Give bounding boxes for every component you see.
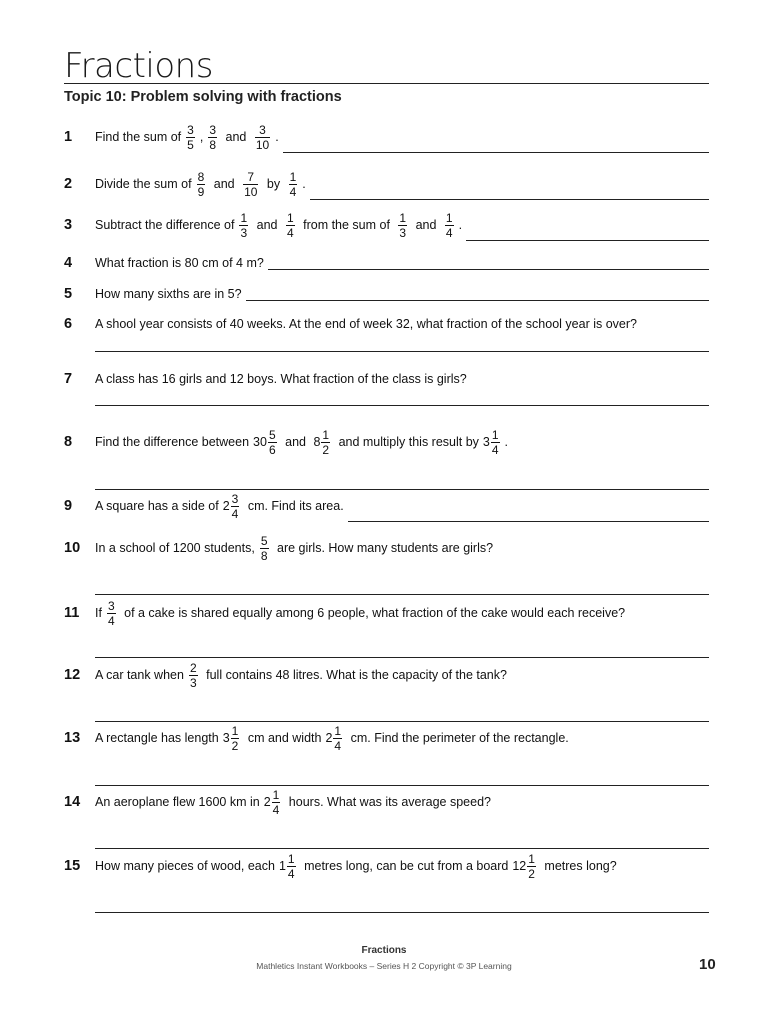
fraction [287, 853, 296, 880]
mixed-number-whole: 8 [313, 435, 321, 449]
question-text [95, 424, 709, 460]
fraction-numerator: 1 [399, 210, 407, 225]
question-text [95, 488, 709, 524]
fraction-numerator: 3 [231, 491, 239, 506]
fraction [333, 725, 342, 752]
mixed-number-whole: 30 [253, 435, 267, 449]
fraction-numerator: 8 [197, 169, 205, 184]
fraction-denominator: 2 [528, 866, 535, 881]
fraction-numerator: 3 [107, 598, 115, 613]
fraction [491, 429, 500, 456]
question-1 [64, 119, 709, 155]
answer-blank[interactable] [283, 142, 709, 153]
fraction-denominator: 4 [445, 225, 453, 240]
question-number: 7 [64, 371, 73, 387]
mixed-number-whole: 3 [482, 435, 490, 449]
fraction [527, 853, 536, 880]
fraction-numerator: 1 [491, 427, 499, 442]
answer-blank[interactable] [348, 511, 709, 522]
question-text [95, 530, 709, 566]
fraction [255, 124, 270, 151]
question-15 [64, 848, 709, 932]
fraction-denominator: 8 [209, 137, 217, 152]
question-text-segment: and [412, 218, 440, 232]
fraction-denominator: 10 [255, 137, 270, 152]
fraction [208, 124, 217, 151]
fraction-numerator: 1 [322, 427, 330, 442]
question-text-segment: cm and width [244, 731, 322, 745]
fraction-denominator: 8 [260, 548, 268, 563]
mixed-number [264, 789, 286, 816]
mixed-number-whole: 3 [222, 731, 230, 745]
question-number: 10 [64, 540, 81, 556]
fraction-numerator: 1 [528, 851, 535, 866]
question-text-segment: and [253, 218, 281, 232]
question-7 [64, 370, 709, 425]
question-text-segment: and [222, 130, 250, 144]
question-text-segment: A square has a side of [95, 499, 219, 513]
question-text-segment: . [458, 218, 463, 232]
question-number: 3 [64, 217, 73, 233]
fraction-denominator: 4 [491, 442, 499, 457]
question-text-segment: . [275, 130, 279, 144]
fraction-numerator: 3 [259, 122, 266, 137]
fraction [231, 493, 240, 520]
question-text-segment: metres long, can be cut from a board [300, 859, 509, 873]
question-text [95, 315, 709, 333]
question-text-segment: Find the difference between [95, 435, 250, 449]
fraction [321, 429, 330, 456]
fraction-denominator: 4 [231, 506, 239, 521]
question-text [95, 166, 709, 202]
fraction [260, 535, 269, 562]
footer-section-title: Fractions [361, 945, 407, 956]
fraction [243, 171, 258, 198]
question-text-segment: How many sixths are in 5? [95, 287, 242, 301]
question-number: 12 [64, 667, 81, 683]
question-text-segment: How many pieces of wood, each [95, 859, 275, 873]
page-number: 10 [699, 956, 716, 973]
question-text [95, 848, 709, 884]
fraction [189, 662, 198, 689]
fraction [197, 171, 206, 198]
question-text-segment: A class has 16 girls and 12 boys. What fraction of the class is girls? [95, 372, 467, 386]
fraction-denominator: 3 [240, 225, 248, 240]
fraction-numerator: 1 [334, 723, 342, 738]
fraction-numerator: 3 [187, 122, 194, 137]
question-9 [64, 488, 709, 524]
fraction-numerator: 1 [445, 210, 453, 225]
question-number: 15 [64, 858, 81, 874]
mixed-number [483, 429, 505, 456]
question-text-segment: and [281, 435, 310, 449]
question-text-segment: metres long? [540, 859, 617, 873]
question-2 [64, 166, 709, 202]
question-text-segment: . [302, 177, 306, 191]
question-text [95, 285, 709, 303]
question-text [95, 784, 709, 820]
question-text-segment: and [210, 177, 239, 191]
question-text [95, 254, 709, 272]
answer-line[interactable] [95, 912, 709, 913]
fraction-denominator: 4 [272, 802, 280, 817]
answer-blank[interactable] [246, 290, 709, 301]
mixed-number [279, 853, 301, 880]
question-text-segment: A rectangle has length [95, 731, 219, 745]
fraction [239, 212, 248, 239]
mixed-number [223, 725, 245, 752]
fraction [231, 725, 240, 752]
question-4 [64, 254, 709, 272]
answer-blank[interactable] [466, 230, 709, 241]
question-number: 8 [64, 434, 73, 450]
title-divider [64, 83, 709, 84]
answer-line[interactable] [95, 351, 709, 352]
question-text-segment: and multiply this result by [335, 435, 479, 449]
question-text-segment: of a cake is shared equally among 6 people, what fraction of the cake would each receive? [120, 606, 626, 620]
question-text-segment: . [504, 435, 509, 449]
question-text-segment: full contains 48 litres. What is the capacity of the tank? [202, 668, 507, 682]
fraction-numerator: 1 [287, 851, 295, 866]
mixed-number-whole: 2 [263, 795, 271, 809]
question-text-segment: are girls. How many students are girls? [273, 541, 494, 555]
question-number: 4 [64, 255, 73, 271]
mixed-number [512, 853, 541, 880]
fraction-numerator: 1 [240, 210, 248, 225]
question-number: 14 [64, 794, 81, 810]
question-text-segment: In a school of 1200 students, [95, 541, 255, 555]
question-text-segment: If [95, 606, 102, 620]
question-text-segment: , [199, 130, 204, 144]
question-text-segment: A shool year consists of 40 weeks. At the end of week 32, what fraction of the school year is over? [95, 317, 637, 331]
mixed-number [253, 429, 282, 456]
fraction [107, 600, 116, 627]
question-number: 1 [64, 129, 73, 145]
answer-line[interactable] [95, 405, 709, 406]
question-text-segment: cm. Find its area. [244, 499, 344, 513]
mixed-number-whole: 2 [325, 731, 333, 745]
fraction-numerator: 5 [260, 533, 268, 548]
fraction-denominator: 2 [322, 442, 330, 457]
question-number: 2 [64, 176, 73, 192]
mixed-number-whole: 1 [278, 859, 286, 873]
fraction [272, 789, 281, 816]
question-text [95, 207, 709, 243]
fraction-numerator: 5 [268, 427, 276, 442]
fraction-denominator: 2 [231, 738, 239, 753]
fraction-numerator: 1 [272, 787, 280, 802]
question-number: 6 [64, 316, 73, 332]
question-text [95, 657, 709, 693]
fraction-numerator: 1 [289, 169, 297, 184]
question-5 [64, 285, 709, 303]
question-number: 9 [64, 498, 73, 514]
fraction-numerator: 7 [247, 169, 255, 184]
fraction [289, 171, 298, 198]
answer-blank[interactable] [310, 189, 709, 200]
footer-credit: Mathletics Instant Workbooks – Series H 2 Copyright © 3P Learning [256, 961, 512, 971]
fraction-denominator: 4 [334, 738, 342, 753]
fraction-numerator: 1 [231, 723, 239, 738]
question-text-segment: from the sum of [299, 218, 394, 232]
fraction-denominator: 6 [268, 442, 276, 457]
fraction-denominator: 3 [399, 225, 407, 240]
question-text-segment: by [263, 177, 284, 191]
topic-heading: Topic 10: Problem solving with fractions [64, 89, 342, 105]
answer-blank[interactable] [268, 259, 709, 270]
fraction-denominator: 9 [197, 184, 205, 199]
fraction-denominator: 4 [289, 184, 297, 199]
fraction-denominator: 3 [189, 675, 197, 690]
fraction-denominator: 4 [287, 866, 295, 881]
question-text-segment: Find the sum of [95, 130, 182, 144]
mixed-number [313, 429, 335, 456]
mixed-number [325, 725, 347, 752]
fraction [268, 429, 277, 456]
question-text-segment: A car tank when [95, 668, 184, 682]
question-text-segment: Divide the sum of [95, 177, 192, 191]
page-title: Fractions [64, 46, 213, 86]
mixed-number-whole: 2 [222, 499, 230, 513]
question-number: 13 [64, 730, 81, 746]
question-text [95, 595, 709, 631]
question-text-segment: An aeroplane flew 1600 km in [95, 795, 260, 809]
question-text-segment: Subtract the difference of [95, 218, 235, 232]
fraction [286, 212, 295, 239]
fraction-numerator: 3 [209, 122, 217, 137]
question-number: 11 [64, 605, 80, 621]
fraction [186, 124, 195, 151]
question-text [95, 119, 709, 155]
fraction-denominator: 10 [244, 184, 258, 199]
question-text [95, 720, 709, 756]
fraction-numerator: 2 [189, 660, 197, 675]
fraction-denominator: 4 [286, 225, 294, 240]
question-3 [64, 207, 709, 243]
fraction [398, 212, 407, 239]
fraction-numerator: 1 [286, 210, 294, 225]
fraction-denominator: 4 [107, 613, 115, 628]
fraction-denominator: 5 [187, 137, 194, 152]
mixed-number [223, 493, 245, 520]
question-number: 5 [64, 286, 73, 302]
fraction [445, 212, 454, 239]
question-text-segment: What fraction is 80 cm of 4 m? [95, 256, 264, 270]
mixed-number-whole: 12 [512, 859, 527, 873]
question-text [95, 370, 709, 388]
question-text-segment: cm. Find the perimeter of the rectangle. [347, 731, 569, 745]
question-text-segment: hours. What was its average speed? [285, 795, 491, 809]
question-6 [64, 315, 709, 371]
